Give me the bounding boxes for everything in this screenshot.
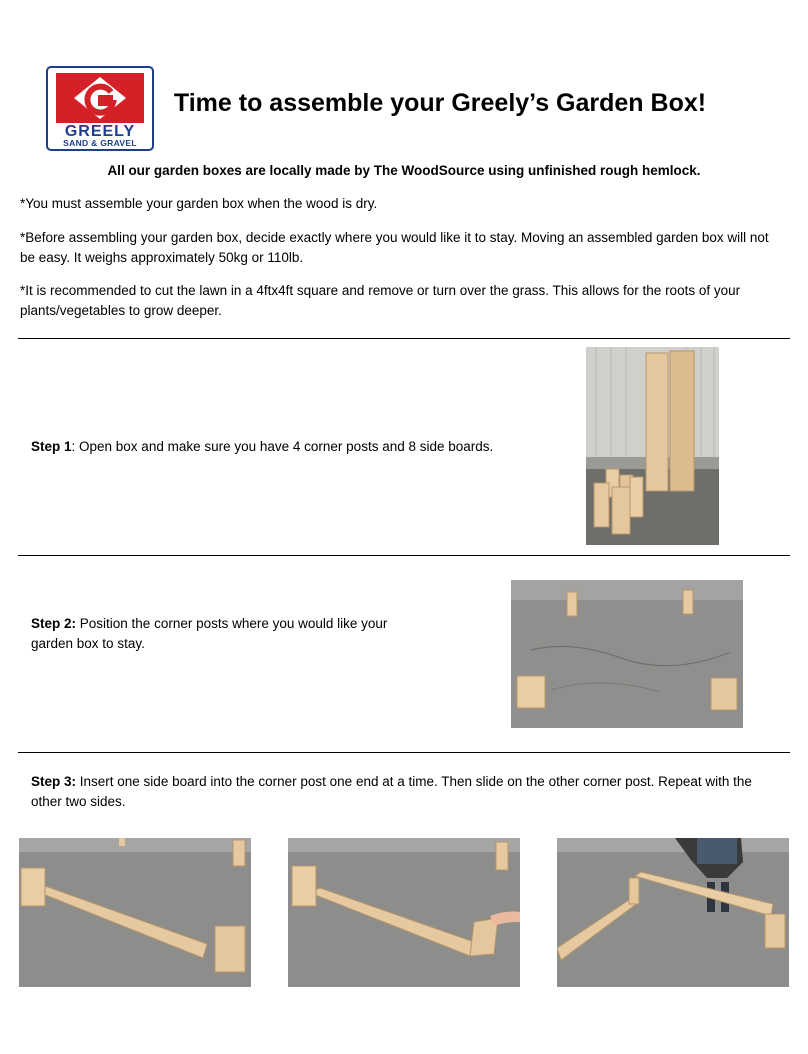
note-dry-wood: *You must assemble your garden box when the wood is dry. (20, 196, 378, 211)
step-3-label: Step 3: (31, 774, 77, 789)
step-1-instruction: : Open box and make sure you have 4 corner posts and 8 side boards. (71, 439, 494, 454)
step-1-text (31, 437, 551, 457)
greely-logo (46, 66, 154, 151)
page-title: Time to assemble your Greely’s Garden Box! (173, 89, 707, 117)
step-3-photo-1 (19, 838, 251, 987)
step-1-label: Step 1 (31, 439, 72, 454)
step-1-photo (586, 347, 719, 545)
step-2-photo (511, 580, 743, 728)
step-2-instruction: Position the corner posts where you would like your garden box to stay. (31, 616, 388, 651)
logo-emblem (56, 73, 144, 123)
divider (18, 555, 790, 556)
note-lawn: *It is recommended to cut the lawn in a 4ftx4ft square and remove or turn over the grass. This allows for the roots of your plants/vegetables to grow deeper. (20, 283, 741, 318)
page-subtitle: All our garden boxes are locally made by The WoodSource using unfinished rough hemlock. (107, 163, 701, 178)
step-2-label: Step 2: (31, 616, 77, 631)
divider (18, 338, 790, 339)
logo-subtitle: SAND & GRAVEL (63, 138, 137, 148)
step-2-text (31, 614, 411, 654)
step-3-photo-3 (557, 838, 789, 987)
logo-name: GREELY (64, 123, 136, 140)
step-3-instruction: Insert one side board into the corner post one end at a time. Then slide on the other corner post. Repeat with the other two sides. (31, 774, 752, 809)
note-placement: *Before assembling your garden box, decide exactly where you would like it to stay. Moving an assembled garden box will not be easy. It weighs approximately 50kg or 110lb. (20, 230, 769, 265)
step-3-text (31, 772, 781, 812)
divider (18, 752, 790, 753)
step-3-photo-2 (288, 838, 520, 987)
